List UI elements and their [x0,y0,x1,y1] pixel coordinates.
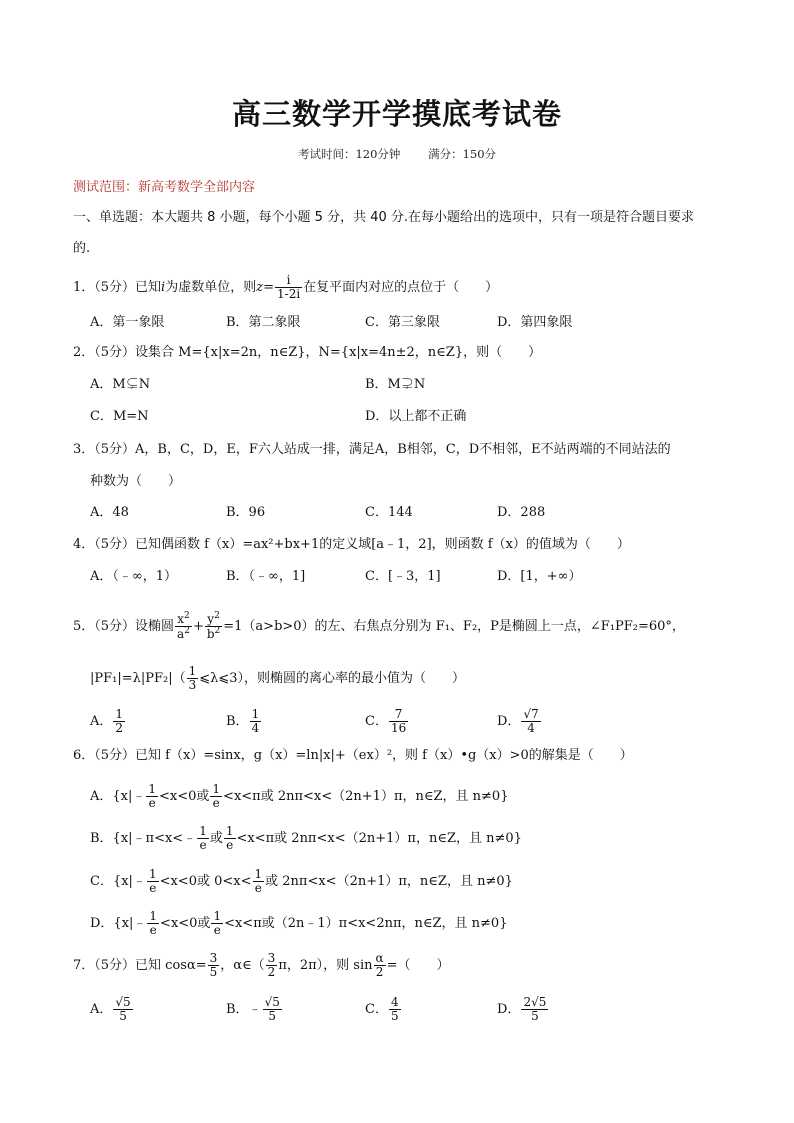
q4-option-c: C．[﹣3，1] [365,569,441,584]
q7-option-c: C． $\frac{4}{5}$ [365,995,399,1024]
question-5-cont: |PF₁|=λ|PF₂|（ $\frac{1}{3}$ ⩽λ⩽3），则椭圆的离心率的最小值为（ ） [90,664,466,693]
q5-option-c: C． $\frac{7}{16}$ [365,707,407,736]
test-range: 测试范围：新高考数学全部内容 [73,180,256,195]
exam-info [0,146,794,162]
q7-option-b: B．﹣ $\frac{√5}{5}$ [226,995,280,1024]
fraction: $\frac{1}{3}$ [188,664,197,693]
q1-option-c: C．第三象限 [365,315,440,330]
exam-time: 考试时间：120分钟 [297,147,401,161]
exam-score: 满分：150分 [428,147,497,161]
q2-option-a: A．M⊊N [90,377,151,392]
section-header-cont: 的. [73,241,91,256]
q7-option-a: A． $\frac{√5}{5}$ [90,995,131,1024]
q3-option-c: C．144 [365,505,413,520]
question-3: 3．（5分）A，B，C，D，E，F六人站成一排，满足A，B相邻，C，D不相邻，E不站两端的不同站法的 [73,442,671,457]
fraction: $\frac{i}{1-2i}$ [277,273,301,302]
q2-option-b: B．M⊋N [365,377,426,392]
question-3-cont: 种数为（ ） [90,474,182,489]
q3-option-b: B．96 [226,505,266,520]
q5-option-d: D． $\frac{√7}{4}$ [497,707,539,736]
section-header: 一、单选题：本大题共 8 小题，每个小题 5 分，共 40 分.在每小题给出的选项中，只有一项是符合题目要求 [73,210,695,225]
q3-option-d: D．288 [497,505,546,520]
page-title: 高三数学开学摸底考试卷 [231,97,562,131]
question-5: 5．（5分）设椭圆 $\frac{x^2}{a^2}$ + $\frac{y^2}{b^2}$ =1（a>b>0）的左、右焦点分别为 F₁、F₂，P是椭圆上一点，∠F₁PF₂=60°， [73,611,685,642]
q6-option-c: C．{x|﹣ $\frac{1}{e}$ <x<0或 0<x< $\frac{1}{e}$ 或 2nπ<x<（2n+1）π，n∈Z，且 n≠0} [90,867,513,896]
q5-option-a: A． $\frac{1}{2}$ [90,707,124,736]
q2-option-d: D．以上都不正确 [365,409,467,424]
q6-option-a: A．{x|﹣ $\frac{1}{e}$ <x<0或 $\frac{1}{e}$ <x<π或 2nπ<x<（2n+1）π，n∈Z，且 n≠0} [90,782,509,811]
fraction-x2: $\frac{x^2}{a^2}$ [177,611,190,642]
question-6: 6．（5分）已知 f（x）=sinx，g（x）=ln|x|+（ex）²，则 f（x）•g（x）>0的解集是（ ） [73,748,633,763]
question-7: 7．（5分）已知 cosα= $\frac{3}{5}$ ，α∈（ $\frac{3}{2}$ π，2π），则 sin $\frac{\alpha}{2}$ =（ ） [73,951,450,980]
q4-option-b: B．（﹣∞，1] [226,569,306,584]
q6-option-b: B．{x|﹣π<x<﹣ $\frac{1}{e}$ 或 $\frac{1}{e}$ <x<π或 2nπ<x<（2n+1）π，n∈Z，且 n≠0} [90,824,522,853]
question-4: 4．（5分）已知偶函数 f（x）=ax²+bx+1的定义域[a﹣1，2]，则函数 f（x）的值域为（ ） [73,537,630,552]
q6-option-d: D．{x|﹣ $\frac{1}{e}$ <x<0或 $\frac{1}{e}$ <x<π或（2n﹣1）π<x<2nπ，n∈Z，且 n≠0} [90,909,508,938]
q1-option-a: A．第一象限 [90,315,165,330]
q1-option-d: D．第四象限 [497,315,573,330]
q5-option-b: B． $\frac{1}{4}$ [226,707,260,736]
q4-option-a: A．（﹣∞，1） [90,569,177,584]
q1-option-b: B．第二象限 [226,315,301,330]
question-1: 1．（5分）已知i为虚数单位，则z= $\frac{i}{1-2i}$ 在复平面内对应的点位于（ ） [73,273,499,302]
q4-option-d: D．[1，+∞） [497,569,582,584]
question-2: 2．（5分）设集合 M={x|x=2n，n∈Z}，N={x|x=4n±2，n∈Z}，则（ ） [73,345,542,360]
fraction-y2: $\frac{y^2}{b^2}$ [206,611,221,642]
q7-option-d: D． $\frac{2√5}{5}$ [497,995,547,1024]
q3-option-a: A．48 [90,505,129,520]
q2-option-c: C．M=N [90,409,149,424]
